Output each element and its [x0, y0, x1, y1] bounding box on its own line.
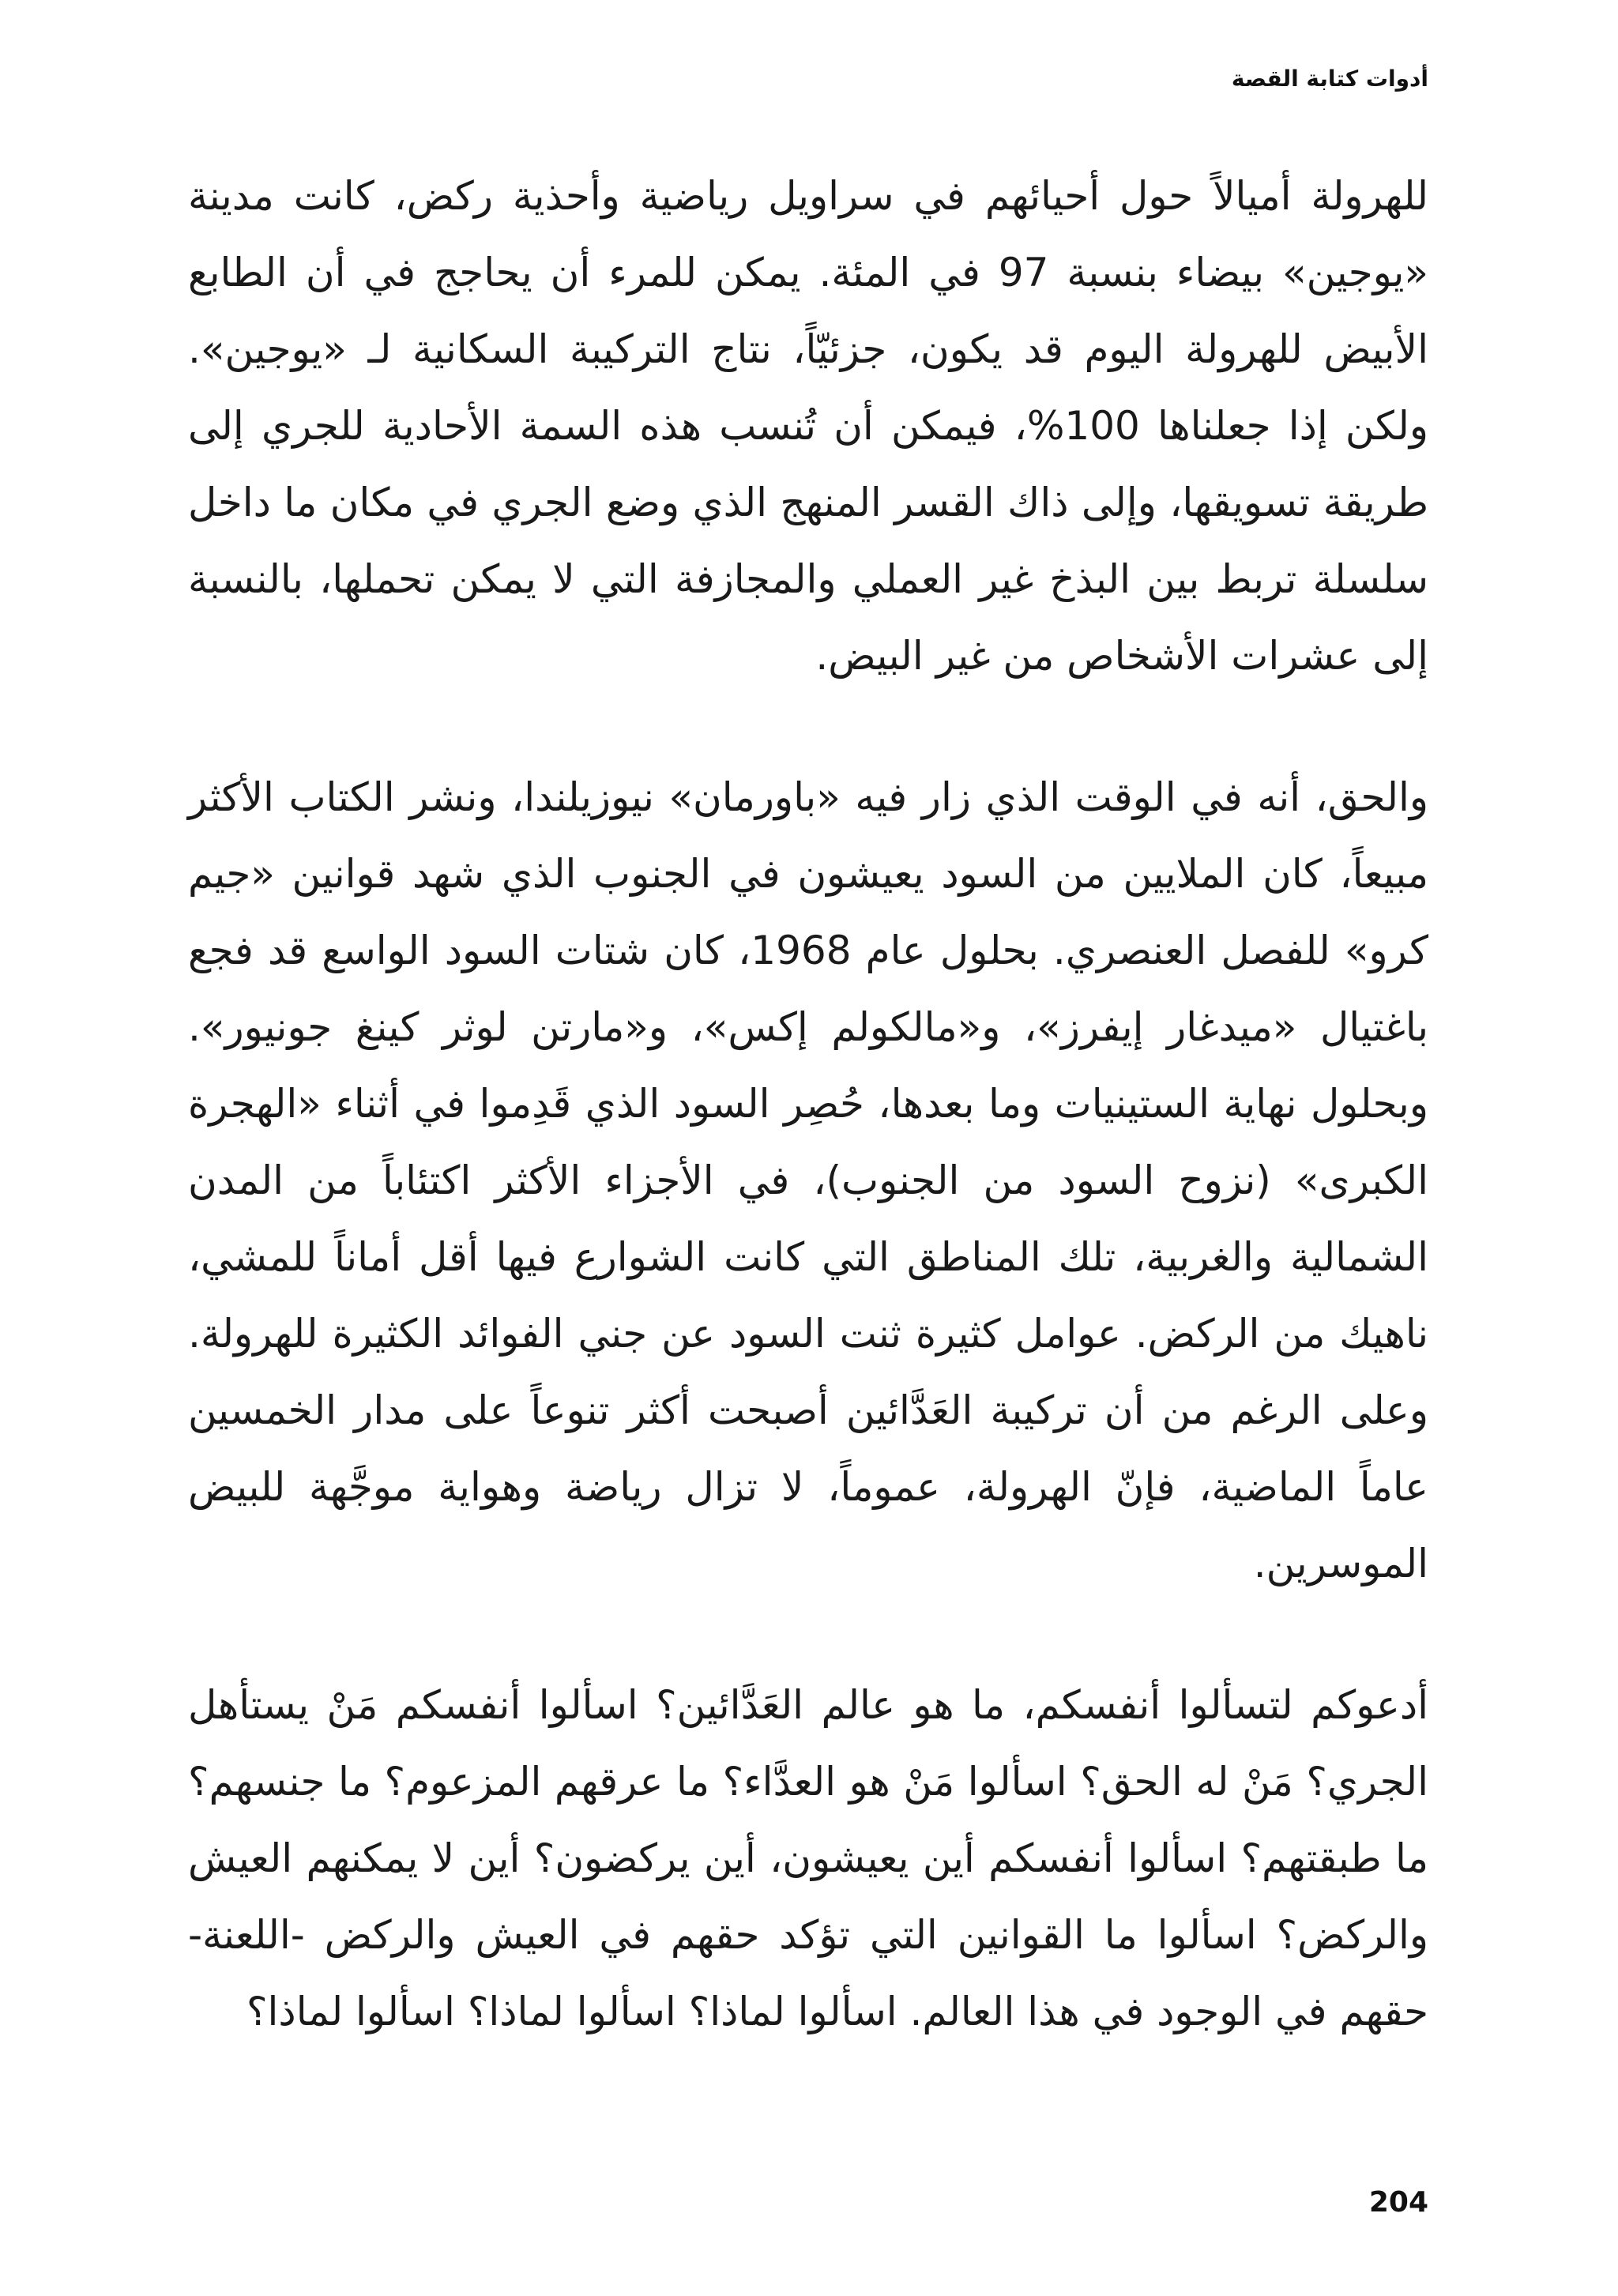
- paragraph-3: أدعوكم لتسألوا أنفسكم، ما هو عالم العَدَّائين؟ اسألوا أنفسكم مَنْ يستأهل الجري؟ مَنْ له الحق؟ اسألوا مَنْ هو العدَّاء؟ ما عرقهم المزعوم؟ ما جنسهم؟ ما طبقتهم؟ اسألوا أنفسكم أين يعيشون، أين يركضون؟ أين لا يمكنهم العيش والركض؟ اسألوا ما القوانين التي تؤكد حقهم في العيش والركض -اللعنة- حقهم في الوجود في هذا العالم. اسألوا لماذا؟ اسألوا لماذا؟ اسألوا لماذا؟: [188, 1682, 1428, 2034]
- paragraph-2: والحق، أنه في الوقت الذي زار فيه «باورمان» نيوزيلندا، ونشر الكتاب الأكثر مبيعاً، كان الملايين من السود يعيشون في الجنوب الذي شهد قوانين «جيم كرو» للفصل العنصري. بحلول عام 1968، كان شتات السود الواسع قد فجع باغتيال «ميدغار إيفرز»، و«مالكولم إكس»، و«مارتن لوثر كينغ جونيور». وبحلول نهاية الستينيات وما بعدها، حُصِر السود الذي قَدِموا في أثناء «الهجرة الكبرى» (نزوح السود من الجنوب)، في الأجزاء الأكثر اكتئاباً من المدن الشمالية والغربية، تلك المناطق التي كانت الشوارع فيها أقل أماناً للمشي، ناهيك من الركض. عوامل كثيرة ثنت السود عن جني الفوائد الكثيرة للهرولة. وعلى الرغم من أن تركيبة العَدَّائين أصبحت أكثر تنوعاً على مدار الخمسين عاماً الماضية، فإنّ الهرولة، عموماً، لا تزال رياضة وهواية موجَّهة للبيض الموسرين.: [188, 774, 1428, 1586]
- running-header: أدوات كتابة القصة: [1231, 66, 1428, 92]
- body-text: [188, 158, 1428, 2050]
- paragraph-1: للهرولة أميالاً حول أحيائهم في سراويل رياضية وأحذية ركض، كانت مدينة «يوجين» بيضاء بنسبة 97 في المئة. يمكن للمرء أن يحاجج في أن الطابع الأبيض للهرولة اليوم قد يكون، جزئيّاً، نتاج التركيبة السكانية لـ «يوجين». ولكن إذا جعلناها 100%، فيمكن أن تُنسب هذه السمة الأحادية للجري إلى طريقة تسويقها، وإلى ذاك القسر المنهج الذي وضع الجري في مكان ما داخل سلسلة تربط بين البذخ غير العملي والمجازفة التي لا يمكن تحملها، بالنسبة إلى عشرات الأشخاص من غير البيض.: [188, 173, 1428, 679]
- page-number: 204: [1368, 2186, 1428, 2219]
